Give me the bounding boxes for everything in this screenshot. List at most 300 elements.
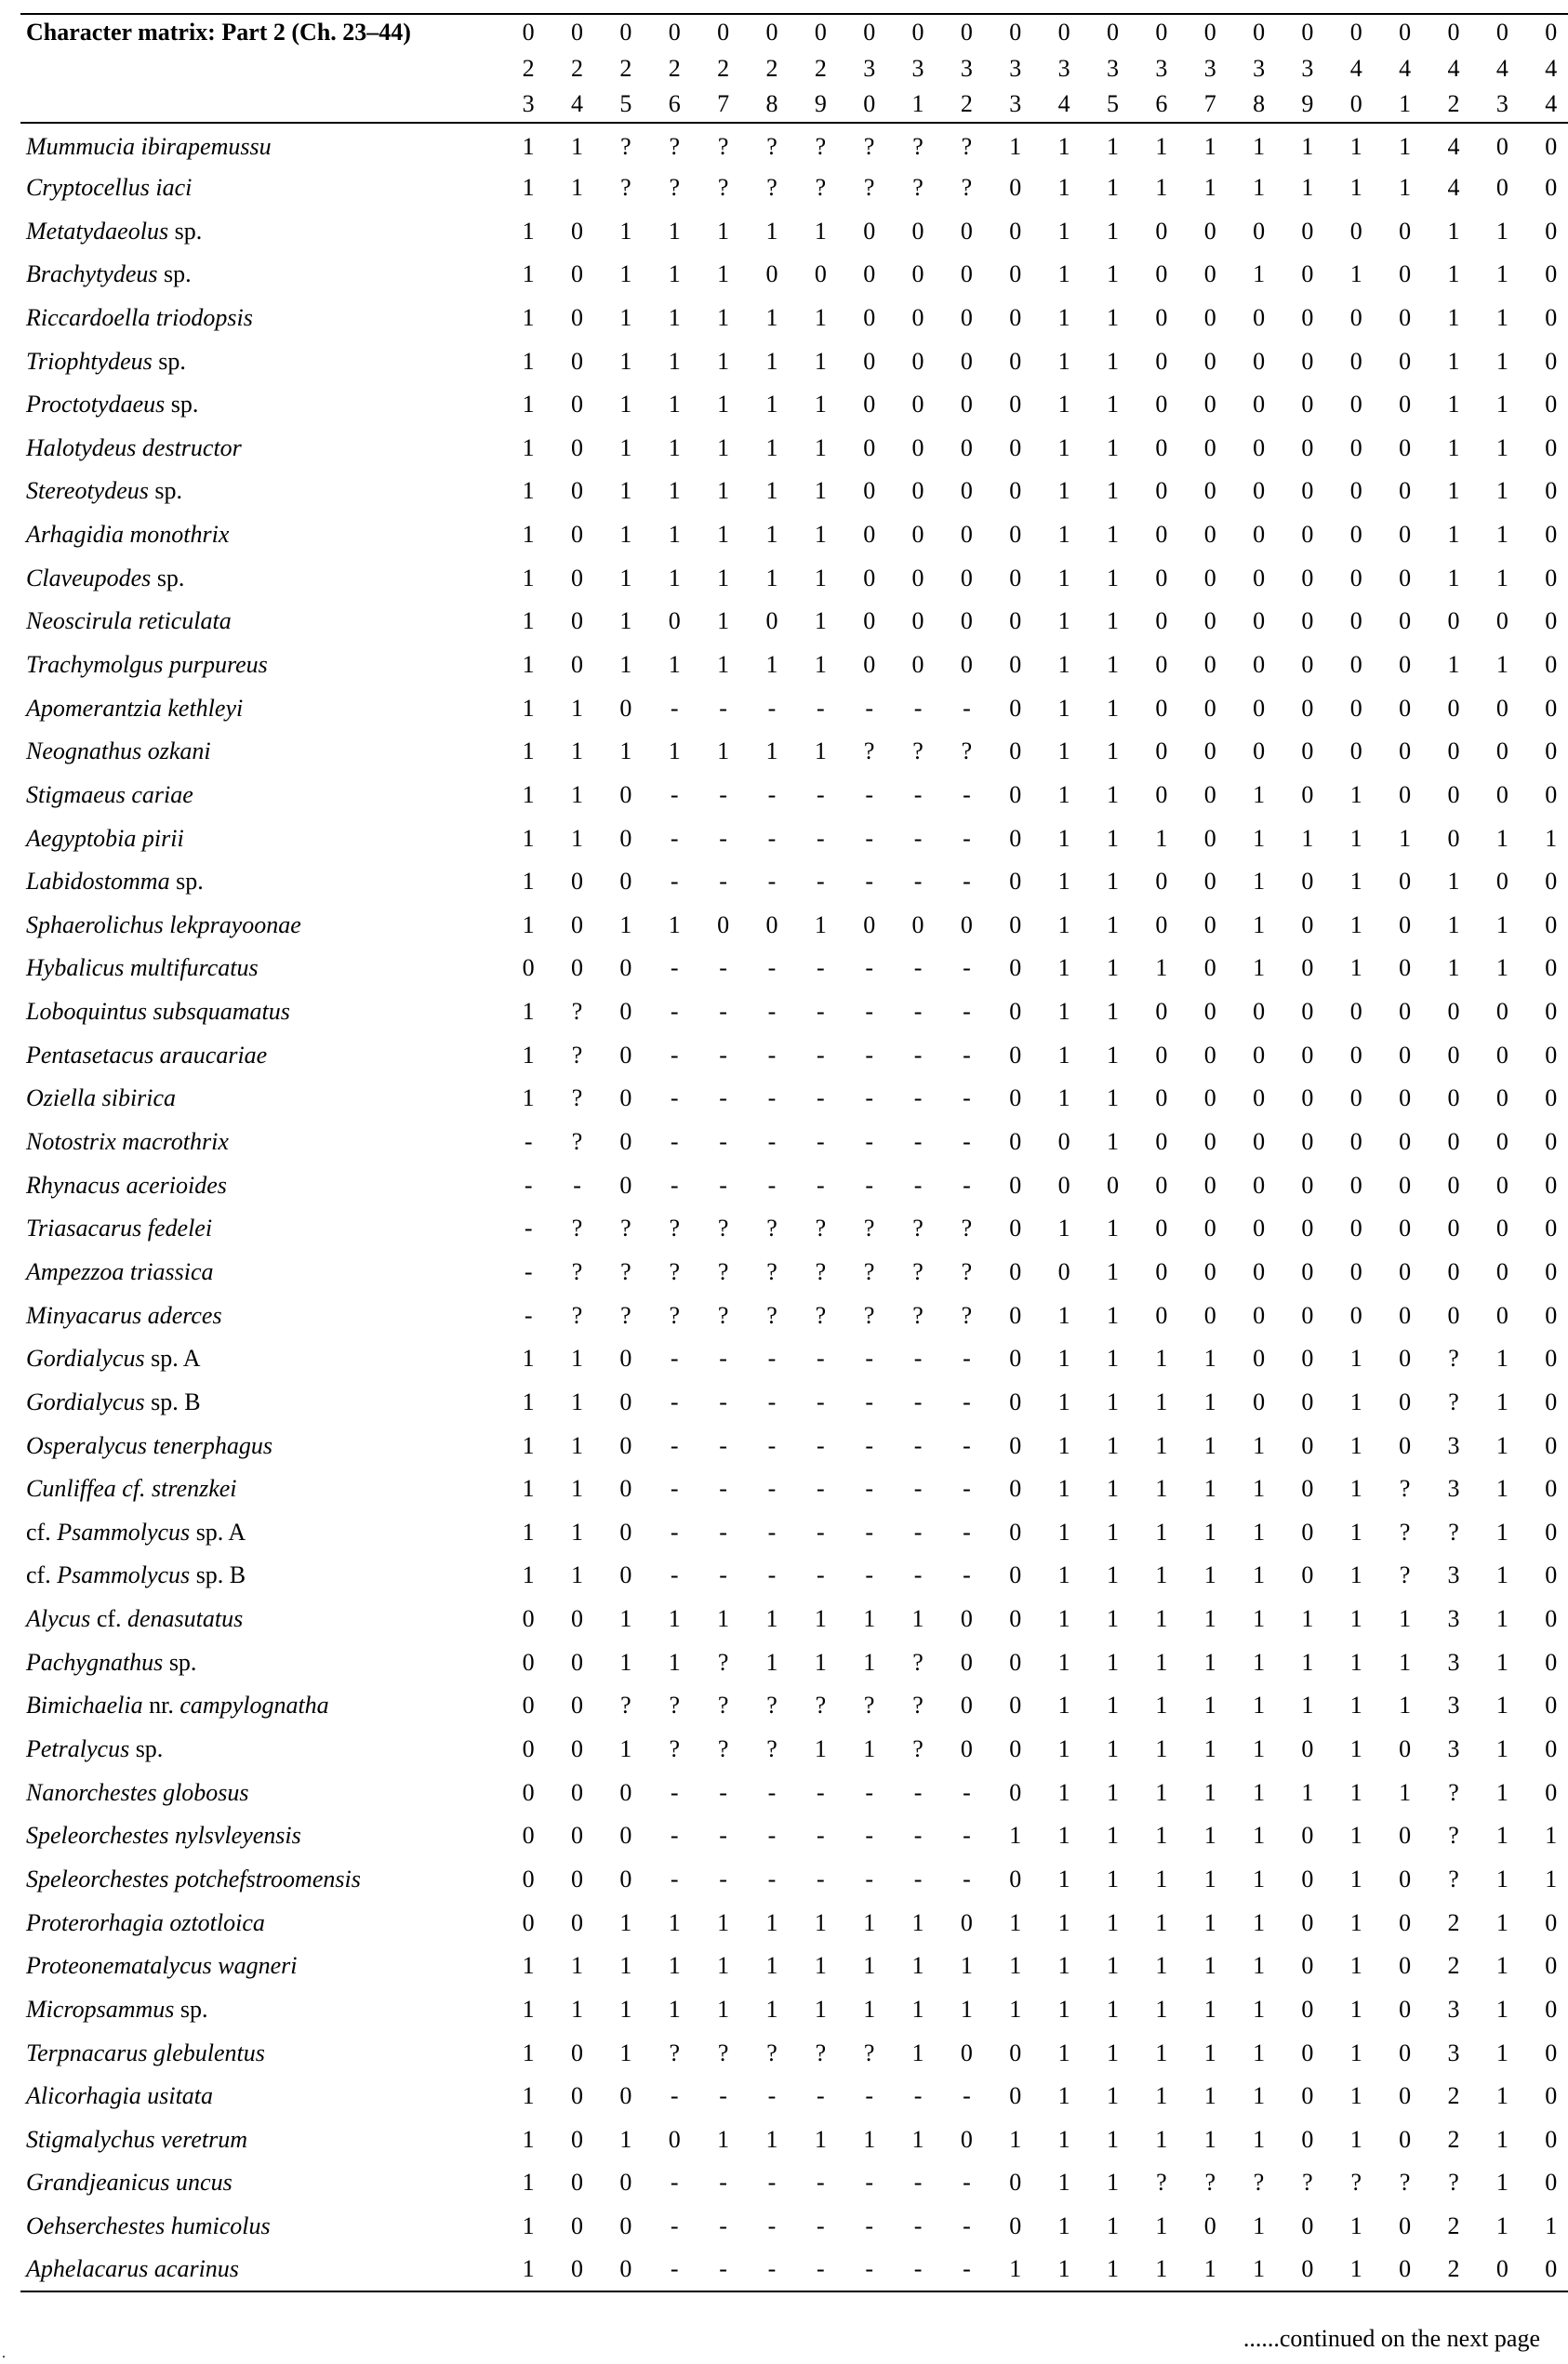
character-state: 1 <box>1495 2082 1508 2110</box>
character-state: 1 <box>1253 1908 1266 1936</box>
taxon-name-part: Psammolycus <box>57 1518 191 1546</box>
character-state: 0 <box>911 564 924 591</box>
character-state: 0 <box>1155 1257 1168 1285</box>
character-state: 0 <box>1301 2082 1314 2110</box>
character-state: 0 <box>1545 217 1558 245</box>
table-row <box>20 860 1568 904</box>
character-state: 0 <box>863 651 876 678</box>
character-state: ? <box>1156 2169 1167 2197</box>
character-state: - <box>719 694 727 722</box>
table-row <box>20 2031 1568 2075</box>
character-state: 0 <box>1349 737 1362 765</box>
character-state: - <box>865 694 874 722</box>
character-state: 0 <box>1155 347 1168 375</box>
corner-mark: . <box>2 2345 6 2361</box>
character-state: 0 <box>1301 217 1314 245</box>
character-state: 0 <box>1301 391 1314 418</box>
character-state: 0 <box>1009 477 1022 505</box>
character-state: 1 <box>1106 433 1119 461</box>
taxon-name-part: Oziella sibirica <box>26 1084 177 1112</box>
character-state: 1 <box>1495 824 1508 852</box>
character-state: 1 <box>522 824 535 852</box>
character-state: 0 <box>1545 607 1558 635</box>
table-row <box>20 297 1568 340</box>
character-state: 1 <box>571 1561 584 1589</box>
table-row <box>20 990 1568 1034</box>
table-row <box>20 339 1568 383</box>
taxon-name <box>20 1988 504 2032</box>
table-row <box>20 1814 1568 1858</box>
character-state: ? <box>1448 1518 1459 1546</box>
character-state: 1 <box>619 217 632 245</box>
character-state: 1 <box>668 1605 681 1633</box>
character-state: 1 <box>765 391 778 418</box>
character-state: ? <box>766 1215 777 1242</box>
character-state: - <box>817 2169 825 2197</box>
header-digit: 0 <box>602 14 650 50</box>
character-state: 0 <box>1545 477 1558 505</box>
character-state: 1 <box>1057 607 1070 635</box>
taxon-name <box>20 817 504 860</box>
character-state: - <box>913 1084 923 1112</box>
taxon-name-part: Apomerantzia kethleyi <box>26 694 244 722</box>
character-state: 0 <box>1203 1215 1216 1242</box>
character-state: 0 <box>960 607 973 635</box>
character-state: 1 <box>814 737 827 765</box>
character-state: 1 <box>1253 1518 1266 1546</box>
character-state: 0 <box>1380 2248 1428 2291</box>
character-state: 1 <box>522 1084 535 1112</box>
character-state: 1 <box>1057 260 1070 288</box>
character-state: - <box>767 2212 777 2240</box>
character-state: 1 <box>1447 564 1460 591</box>
character-state: 0 <box>1253 651 1266 678</box>
header-row <box>20 50 1568 86</box>
character-state: 1 <box>717 303 730 331</box>
header-digit: 0 <box>894 14 942 50</box>
character-state: 1 <box>1106 303 1119 331</box>
character-state: 1 <box>1399 132 1412 160</box>
character-state: - <box>963 1475 971 1503</box>
character-state: ? <box>815 132 827 160</box>
character-state: ? <box>669 132 681 160</box>
character-state: ? <box>912 1301 924 1329</box>
character-state: 1 <box>1057 1518 1070 1546</box>
character-state: 0 <box>522 1648 535 1676</box>
character-state: 1 <box>1155 1518 1168 1546</box>
character-state: - <box>865 1388 874 1415</box>
character-state: 1 <box>1186 2248 1234 2291</box>
character-state: 1 <box>1106 1518 1119 1546</box>
character-state: 1 <box>1447 477 1460 505</box>
character-state: 1 <box>1106 910 1119 938</box>
character-state: 1 <box>1155 2039 1168 2066</box>
character-state: 0 <box>571 868 584 896</box>
header-digit: 5 <box>1088 86 1136 123</box>
character-state: - <box>963 780 971 808</box>
character-state: - <box>650 2248 698 2291</box>
table-row <box>20 774 1568 817</box>
taxon-name-part: Speleorchestes nylsvleyensis <box>26 1822 301 1850</box>
character-state: ? <box>815 1215 827 1242</box>
character-state: 0 <box>1478 2248 1526 2291</box>
header-digit: 0 <box>1429 14 1478 50</box>
character-state: 1 <box>619 303 632 331</box>
character-state: 0 <box>1009 868 1022 896</box>
taxon-name-part: Neognathus ozkani <box>26 737 211 765</box>
character-state: 1 <box>1106 824 1119 852</box>
character-state: 0 <box>1203 347 1216 375</box>
character-state: 1 <box>522 391 535 418</box>
character-state: - <box>865 1084 874 1112</box>
character-state: 1 <box>1203 1822 1216 1850</box>
character-state: 1 <box>765 347 778 375</box>
character-state: ? <box>669 2039 681 2066</box>
header-digit: 3 <box>960 54 973 82</box>
taxon-name <box>20 2031 504 2075</box>
character-state: 0 <box>1253 1345 1266 1373</box>
character-state: 3 <box>1447 1561 1460 1589</box>
character-state: 1 <box>619 1648 632 1676</box>
character-state: 1 <box>571 737 584 765</box>
taxon-name-part: sp. A <box>144 1345 201 1373</box>
character-state: 0 <box>911 260 924 288</box>
character-state: - <box>817 1822 825 1850</box>
character-state: 0 <box>619 1431 632 1459</box>
character-state: 1 <box>1253 910 1266 938</box>
character-state: 0 <box>1399 651 1412 678</box>
character-state: 1 <box>765 1605 778 1633</box>
character-state: 0 <box>1545 1171 1558 1199</box>
header-digit: 0 <box>845 14 894 50</box>
character-state: 1 <box>1349 1822 1362 1850</box>
character-state: 1 <box>619 1995 632 2023</box>
character-state: 0 <box>1155 433 1168 461</box>
character-state: 0 <box>1545 1431 1558 1459</box>
character-state: 1 <box>1495 477 1508 505</box>
character-state: 0 <box>1447 694 1460 722</box>
character-state: 1 <box>668 391 681 418</box>
character-state: 1 <box>1106 780 1119 808</box>
character-state: 0 <box>1545 1215 1558 1242</box>
character-state: 0 <box>1399 1431 1412 1459</box>
character-state: 1 <box>1057 1908 1070 1936</box>
character-state: - <box>767 1518 777 1546</box>
character-state: - <box>767 1822 777 1850</box>
character-state: ? <box>717 1735 729 1763</box>
character-state: 0 <box>1009 2039 1022 2066</box>
character-state: 1 <box>1155 2082 1168 2110</box>
character-state: 0 <box>1203 954 1216 982</box>
character-state: - <box>963 1865 971 1893</box>
character-state: 1 <box>765 217 778 245</box>
character-state: 0 <box>1447 1084 1460 1112</box>
character-state: 1 <box>1495 2212 1508 2240</box>
character-state: - <box>670 1041 679 1069</box>
character-state: 1 <box>1399 1778 1412 1806</box>
taxon-name <box>20 686 504 730</box>
character-state: 1 <box>1349 954 1362 982</box>
character-state: ? <box>1350 2169 1362 2197</box>
character-state: ? <box>717 132 729 160</box>
character-state: - <box>817 1431 825 1459</box>
character-state: 1 <box>1106 607 1119 635</box>
character-state: 0 <box>1399 564 1412 591</box>
character-state: ? <box>717 1301 729 1329</box>
character-state: 1 <box>522 780 535 808</box>
character-state: 0 <box>960 433 973 461</box>
character-state: 1 <box>1447 391 1460 418</box>
header-digit: 9 <box>1283 86 1332 123</box>
character-state: 1 <box>668 1995 681 2023</box>
character-state: 0 <box>1545 868 1558 896</box>
header-digit: 8 <box>748 86 796 123</box>
taxon-name-part: sp. <box>151 564 185 591</box>
table-row <box>20 166 1568 210</box>
character-state: 1 <box>1106 1778 1119 1806</box>
table-row <box>20 1511 1568 1555</box>
character-state: 0 <box>619 824 632 852</box>
character-state: 0 <box>1009 824 1022 852</box>
character-state: ? <box>571 1084 583 1112</box>
character-state: 1 <box>668 1908 681 1936</box>
character-state: - <box>817 780 825 808</box>
character-state: 1 <box>814 607 827 635</box>
header-digit: 4 <box>552 86 601 123</box>
character-state: - <box>719 1865 727 1893</box>
character-state: 1 <box>911 1952 924 1980</box>
character-state: 0 <box>1301 2039 1314 2066</box>
taxon-name-part: Riccardoella triodopsis <box>26 303 253 331</box>
character-state: 1 <box>1106 694 1119 722</box>
taxon-name-part: Proteonematalycus wagneri <box>26 1952 298 1980</box>
character-state: 0 <box>619 1778 632 1806</box>
character-state: 1 <box>1495 954 1508 982</box>
character-state: 1 <box>1301 1605 1314 1633</box>
character-state: - <box>913 1345 923 1373</box>
character-state: 0 <box>1545 1735 1558 1763</box>
character-state: 1 <box>1057 173 1070 201</box>
character-state: 1 <box>1057 564 1070 591</box>
character-state: 1 <box>571 1345 584 1373</box>
character-state: 0 <box>1545 998 1558 1026</box>
header-digit: 4 <box>1040 86 1088 123</box>
character-state: ? <box>620 173 631 201</box>
character-state: 1 <box>814 564 827 591</box>
character-state: 1 <box>1057 1084 1070 1112</box>
character-state: - <box>670 1431 679 1459</box>
character-state: - <box>817 1128 825 1156</box>
character-state: ? <box>912 132 924 160</box>
character-state: 0 <box>1545 910 1558 938</box>
character-state: 0 <box>571 477 584 505</box>
character-state: - <box>963 1345 971 1373</box>
character-state: 1 <box>1106 2125 1119 2153</box>
character-state: 1 <box>863 2125 876 2153</box>
taxon-name-part: Triophtydeus <box>26 347 153 375</box>
table-row <box>20 1771 1568 1814</box>
character-state: 1 <box>1253 824 1266 852</box>
character-state: 0 <box>571 433 584 461</box>
character-state: - <box>963 2082 971 2110</box>
character-state: 0 <box>1399 1041 1412 1069</box>
character-state: 0 <box>1545 1952 1558 1980</box>
header-digit: 0 <box>1332 14 1380 50</box>
character-state: 2 <box>1447 2082 1460 2110</box>
character-state: 0 <box>1545 2039 1558 2066</box>
character-state: 1 <box>1106 1735 1119 1763</box>
character-state: 1 <box>1203 1605 1216 1633</box>
character-state: - <box>767 1475 777 1503</box>
character-state: 1 <box>1253 1475 1266 1503</box>
character-state: 0 <box>1447 998 1460 1026</box>
character-state: 1 <box>619 477 632 505</box>
character-state: 1 <box>1349 1518 1362 1546</box>
character-state: 1 <box>1447 260 1460 288</box>
character-state: 0 <box>1301 1865 1314 1893</box>
character-state: 1 <box>814 1648 827 1676</box>
character-state: 0 <box>571 607 584 635</box>
character-state: 1 <box>1106 260 1119 288</box>
character-state: 1 <box>911 2125 924 2153</box>
character-state: 0 <box>1009 954 1022 982</box>
character-state: 0 <box>1447 607 1460 635</box>
character-state: 1 <box>814 651 827 678</box>
header-digit: 3 <box>1478 86 1526 123</box>
character-state: 0 <box>1009 521 1022 549</box>
character-state: 1 <box>1495 1822 1508 1850</box>
character-state: ? <box>766 1735 777 1763</box>
character-state: - <box>670 954 679 982</box>
character-state: 0 <box>911 347 924 375</box>
table-row <box>20 1294 1568 1337</box>
character-state: 0 <box>1399 2125 1412 2153</box>
character-state: 1 <box>1057 868 1070 896</box>
character-state: 1 <box>1253 1865 1266 1893</box>
header-digit: 6 <box>1137 86 1186 123</box>
character-state: 1 <box>522 1431 535 1459</box>
character-state: - <box>817 954 825 982</box>
character-state: 1 <box>1155 1908 1168 1936</box>
character-state: 0 <box>1253 477 1266 505</box>
taxon-name-part: Ampezzoa triassica <box>26 1257 214 1285</box>
character-state: 1 <box>1057 1215 1070 1242</box>
header-digit: 4 <box>1527 86 1568 123</box>
character-state: 0 <box>960 521 973 549</box>
character-state: - <box>963 694 971 722</box>
taxon-name <box>20 774 504 817</box>
character-state: - <box>817 2082 825 2110</box>
character-state: 1 <box>1495 651 1508 678</box>
character-state: 1 <box>814 1908 827 1936</box>
character-state: 1 <box>1253 1605 1266 1633</box>
character-state: 0 <box>619 954 632 982</box>
character-state: 1 <box>1495 1735 1508 1763</box>
character-state: - <box>963 1561 971 1589</box>
header-digit: 2 <box>668 54 681 82</box>
character-state: 0 <box>571 910 584 938</box>
taxon-name-part: Trachymolgus purpureus <box>26 651 268 678</box>
table-row <box>20 1121 1568 1164</box>
character-state: - <box>963 868 971 896</box>
character-state: 0 <box>1399 737 1412 765</box>
character-state: 0 <box>1009 1561 1022 1589</box>
character-state: 1 <box>1447 521 1460 549</box>
taxon-name <box>20 1163 504 1207</box>
character-state: 0 <box>619 1822 632 1850</box>
header-digit: 3 <box>1009 54 1022 82</box>
character-state: 1 <box>1399 1605 1412 1633</box>
taxon-name <box>20 1858 504 1902</box>
character-state: 0 <box>1545 1345 1558 1373</box>
taxon-name-part: Cunliffea cf. strenzkei <box>26 1475 237 1503</box>
character-state: 0 <box>1009 1171 1022 1199</box>
character-state: 3 <box>1447 1692 1460 1720</box>
character-state: ? <box>815 1257 827 1285</box>
character-state: 1 <box>1349 1778 1362 1806</box>
character-state: 1 <box>571 1475 584 1503</box>
character-state: 1 <box>765 303 778 331</box>
character-state: 0 <box>619 1128 632 1156</box>
taxon-name-part: sp. <box>152 347 186 375</box>
character-state: - <box>894 2248 942 2291</box>
character-state: 0 <box>1203 260 1216 288</box>
character-state: 0 <box>1545 433 1558 461</box>
character-state: 0 <box>911 651 924 678</box>
taxon-name-part: Oehserchestes humicolus <box>26 2212 271 2240</box>
character-state: 1 <box>960 1995 973 2023</box>
character-state: 0 <box>1301 1735 1314 1763</box>
character-state: 1 <box>1399 1692 1412 1720</box>
character-state: ? <box>717 1692 729 1720</box>
continued-note: ......continued on the next page <box>1242 2325 1540 2352</box>
character-state: 0 <box>1203 521 1216 549</box>
character-state: ? <box>1399 2169 1411 2197</box>
taxon-name <box>20 990 504 1034</box>
header-row <box>20 86 1568 123</box>
character-state: 1 <box>1253 1692 1266 1720</box>
character-state: 1 <box>1203 1518 1216 1546</box>
taxon-name <box>20 556 504 600</box>
character-state: - <box>670 2082 679 2110</box>
character-state: 1 <box>1106 564 1119 591</box>
character-state: 0 <box>1495 1301 1508 1329</box>
character-state: 1 <box>1349 1995 1362 2023</box>
taxon-name-part: Psammolycus <box>57 1561 191 1589</box>
character-state: - <box>913 2212 923 2240</box>
character-state: 0 <box>911 303 924 331</box>
character-state: 0 <box>1399 1822 1412 1850</box>
character-state: 1 <box>1106 2039 1119 2066</box>
character-state: 0 <box>1203 651 1216 678</box>
taxon-name-part: nr. <box>142 1692 180 1720</box>
character-state: 0 <box>1155 1128 1168 1156</box>
character-state: 1 <box>668 521 681 549</box>
character-state: 1 <box>1253 132 1266 160</box>
character-state: 0 <box>1155 1215 1168 1242</box>
character-state: 0 <box>1203 780 1216 808</box>
character-state: 1 <box>1495 260 1508 288</box>
character-state: 1 <box>1155 1475 1168 1503</box>
character-state: 0 <box>1253 1084 1266 1112</box>
character-state: 0 <box>1399 1865 1412 1893</box>
character-state: 0 <box>1009 303 1022 331</box>
character-state: 0 <box>1155 1084 1168 1112</box>
character-state: 1 <box>814 217 827 245</box>
character-state: 1 <box>571 780 584 808</box>
character-state: 0 <box>1495 694 1508 722</box>
character-state: 1 <box>814 1605 827 1633</box>
